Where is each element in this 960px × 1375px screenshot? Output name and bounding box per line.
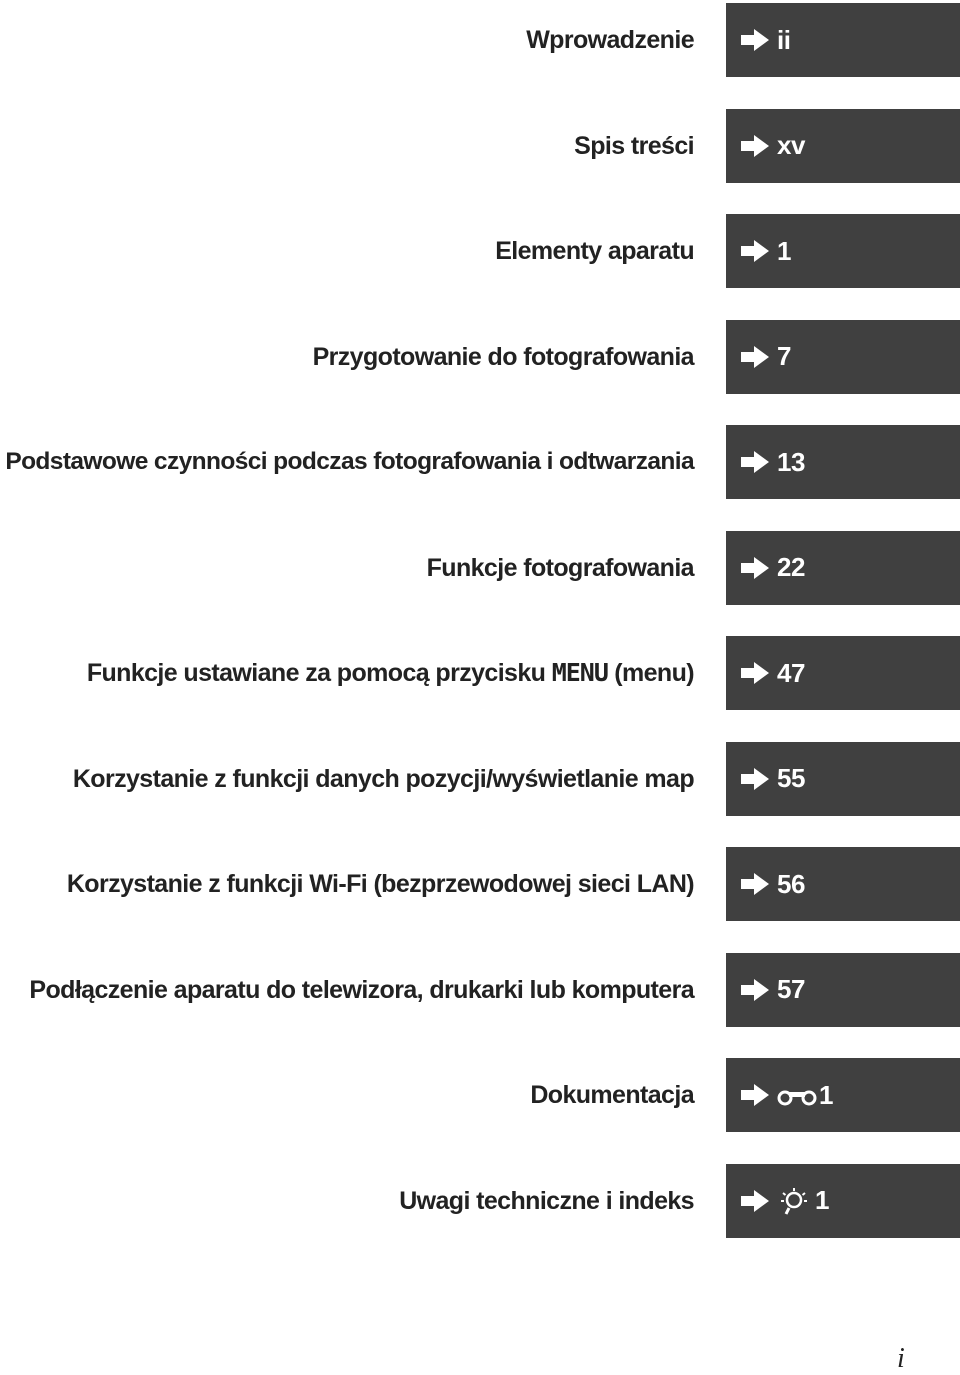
arrow-right-icon: [739, 871, 771, 897]
binoculars-icon: [777, 1084, 817, 1106]
toc-link-shooting-features[interactable]: [726, 531, 960, 605]
toc-row-preparation: [0, 320, 960, 394]
arrow-right-icon: [739, 238, 771, 264]
toc-row-connecting: [0, 953, 960, 1027]
page-reference: 22: [777, 552, 805, 582]
toc-row-reference: [0, 1058, 960, 1132]
page-reference: 7: [777, 341, 791, 371]
toc-link-camera-parts[interactable]: [726, 214, 960, 288]
toc-label: Uwagi techniczne i indeks: [399, 1186, 694, 1215]
table-of-contents: [0, 3, 960, 1269]
toc-label: Wprowadzenie: [526, 26, 694, 54]
arrow-right-icon: [739, 133, 771, 159]
toc-link-connecting[interactable]: [726, 953, 960, 1027]
toc-link-basic-operations[interactable]: [726, 425, 960, 499]
lightbulb-icon: [777, 1186, 813, 1216]
toc-link-wifi[interactable]: [726, 847, 960, 921]
toc-label: Spis treści: [574, 131, 694, 160]
arrow-right-icon: [739, 344, 771, 370]
toc-label: [87, 636, 694, 710]
toc-label: Korzystanie z funkcji Wi-Fi (bezprzewodowej sieci LAN): [66, 870, 694, 898]
menu-button-keyword: MENU: [551, 658, 608, 687]
page-reference: xv: [777, 130, 805, 160]
toc-row-shooting-features: [0, 531, 960, 605]
toc-link-contents[interactable]: [726, 109, 960, 183]
page-number-text: 1: [815, 1185, 829, 1215]
page-reference: 57: [777, 974, 805, 1004]
arrow-right-icon: [739, 1188, 771, 1214]
toc-label: Funkcje fotografowania: [426, 553, 694, 582]
arrow-right-icon: [739, 660, 771, 686]
toc-label-text: Funkcje ustawiane za pomocą przycisku: [86, 659, 546, 687]
page-reference: 56: [777, 868, 805, 899]
toc-label: Korzystanie z funkcji danych pozycji/wyświetlanie map: [72, 764, 694, 793]
arrow-right-icon: [739, 977, 771, 1003]
page-reference: ii: [777, 24, 791, 55]
arrow-right-icon: [739, 1082, 771, 1108]
toc-label: Podłączenie aparatu do telewizora, drukarki lub komputera: [29, 975, 694, 1004]
toc-label: Dokumentacja: [530, 1081, 694, 1109]
page-reference: 47: [777, 657, 805, 688]
page-reference: [777, 1080, 833, 1111]
page-reference: 55: [777, 763, 805, 793]
toc-label-text: (menu): [614, 659, 694, 687]
toc-link-reference[interactable]: [726, 1058, 960, 1132]
page-number: i: [897, 1343, 905, 1374]
toc-link-location-data[interactable]: [726, 742, 960, 816]
toc-row-wifi: [0, 847, 960, 921]
arrow-right-icon: [739, 449, 771, 475]
toc-row-contents: [0, 109, 960, 183]
page-reference: 13: [777, 446, 805, 477]
toc-link-technical-notes[interactable]: [726, 1164, 960, 1238]
toc-label: Podstawowe czynności podczas fotografowania i odtwarzania: [5, 448, 694, 475]
toc-label: Przygotowanie do fotografowania: [312, 342, 694, 371]
page-number-text: 1: [819, 1079, 833, 1110]
toc-link-introduction[interactable]: [726, 3, 960, 77]
toc-row-camera-parts: [0, 214, 960, 288]
toc-row-menu-functions: [0, 636, 960, 710]
toc-label: Elementy aparatu: [495, 237, 694, 265]
toc-link-menu-functions[interactable]: [726, 636, 960, 710]
toc-link-preparation[interactable]: [726, 320, 960, 394]
page-reference: [777, 1185, 829, 1216]
arrow-right-icon: [739, 555, 771, 581]
page-reference: 1: [777, 235, 791, 266]
toc-row-introduction: [0, 3, 960, 77]
toc-row-technical-notes: [0, 1164, 960, 1238]
toc-row-basic-operations: [0, 425, 960, 499]
toc-row-location-data: [0, 742, 960, 816]
arrow-right-icon: [739, 27, 771, 53]
arrow-right-icon: [739, 766, 771, 792]
